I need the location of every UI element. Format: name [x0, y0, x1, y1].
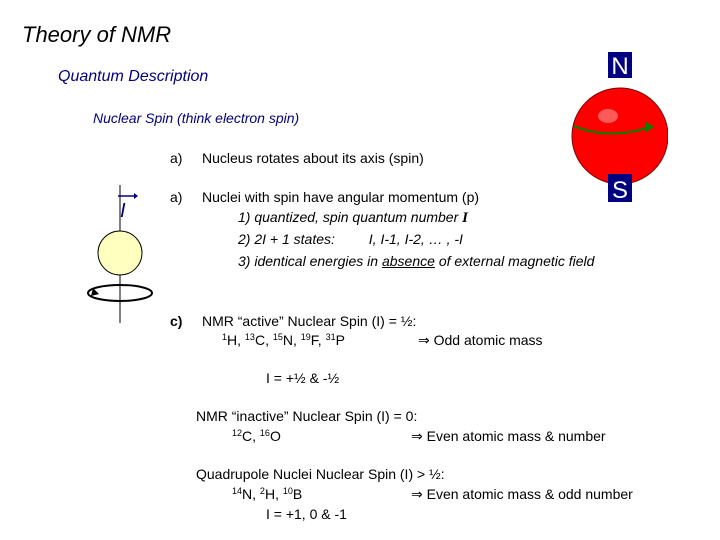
quadrupole-nuclei-list: $^{14}$N, $^2$H, $^{10}$B: [232, 486, 303, 502]
magnet-sphere-diagram: [568, 48, 668, 208]
active-conclusion: [418, 332, 543, 349]
item-a2-text: Nuclei with spin have angular momentum (p): [202, 189, 480, 205]
inactive-text: NMR “inactive” Nuclear Spin (I) = 0:: [196, 408, 418, 424]
nucleus: $^{12}$C: [232, 428, 253, 444]
item-a1-text: Nucleus rotates about its axis (spin): [202, 150, 424, 166]
item-a2-line3: [238, 253, 594, 269]
nucleus: $^{14}$N: [232, 486, 253, 502]
nucleus: $^{31}$P: [325, 332, 345, 348]
nucleus: $^{10}$B: [282, 486, 303, 502]
line1-prefix: 1) quantized, spin quantum number: [238, 209, 459, 225]
quantum-heading: Quantum Description: [58, 68, 209, 85]
implies-arrow-icon: ⇒: [411, 487, 423, 503]
item-a2-marker: a): [170, 189, 183, 205]
item-a2-line2: [238, 231, 463, 247]
spin-symbol-label: I: [120, 200, 126, 221]
active-nuclei-list: $^1$H, $^{13}$C, $^{15}$N, $^{19}$F, $^{31}$P: [222, 332, 345, 348]
implies-arrow-icon: ⇒: [418, 333, 430, 349]
nucleus: $^1$H: [222, 332, 238, 348]
north-pole-label: N: [611, 53, 629, 80]
active-states: I = +½ & -½: [266, 370, 340, 386]
quadrupole-conclusion-text: Even atomic mass & odd number: [426, 486, 633, 502]
nucleus: $^2$H: [259, 486, 276, 502]
nucleus: $^{16}$O: [259, 428, 281, 444]
line1-symbol: I: [462, 210, 468, 226]
item-c-marker: c): [170, 313, 183, 329]
nucleus: $^{19}$F: [300, 332, 318, 348]
inactive-nuclei-list: $^{12}$C, $^{16}$O: [232, 428, 281, 444]
item-c-text: NMR “active” Nuclear Spin (I) = ½:: [202, 313, 417, 329]
inactive-conclusion: [411, 428, 606, 445]
nucleus: $^{15}$N: [272, 332, 293, 348]
active-conclusion-text: Odd atomic mass: [433, 332, 543, 348]
quadrupole-states: I = +1, 0 & -1: [266, 506, 347, 522]
nucleus: $^{13}$C: [244, 332, 266, 348]
quadrupole-conclusion: [411, 486, 633, 503]
page-title: Theory of NMR: [22, 22, 172, 47]
item-a2-line1: [238, 209, 468, 227]
spin-vector-symbol: [114, 191, 138, 221]
line2-values: I, I-1, I-2, … , -I: [368, 231, 463, 247]
implies-arrow-icon: ⇒: [411, 429, 423, 445]
line3-suffix: of external magnetic field: [438, 253, 595, 269]
south-pole-label: S: [611, 177, 629, 204]
quadrupole-text: Quadrupole Nuclei Nuclear Spin (I) > ½:: [196, 466, 445, 482]
line2-prefix: 2) 2I + 1 states:: [238, 231, 335, 247]
inactive-conclusion-text: Even atomic mass & number: [426, 428, 606, 444]
item-a1-marker: a): [170, 150, 183, 166]
nuclear-spin-heading: Nuclear Spin (think electron spin): [93, 110, 300, 126]
line3-prefix: 3) identical energies in: [238, 253, 379, 269]
line3-underlined: absence: [381, 253, 435, 269]
